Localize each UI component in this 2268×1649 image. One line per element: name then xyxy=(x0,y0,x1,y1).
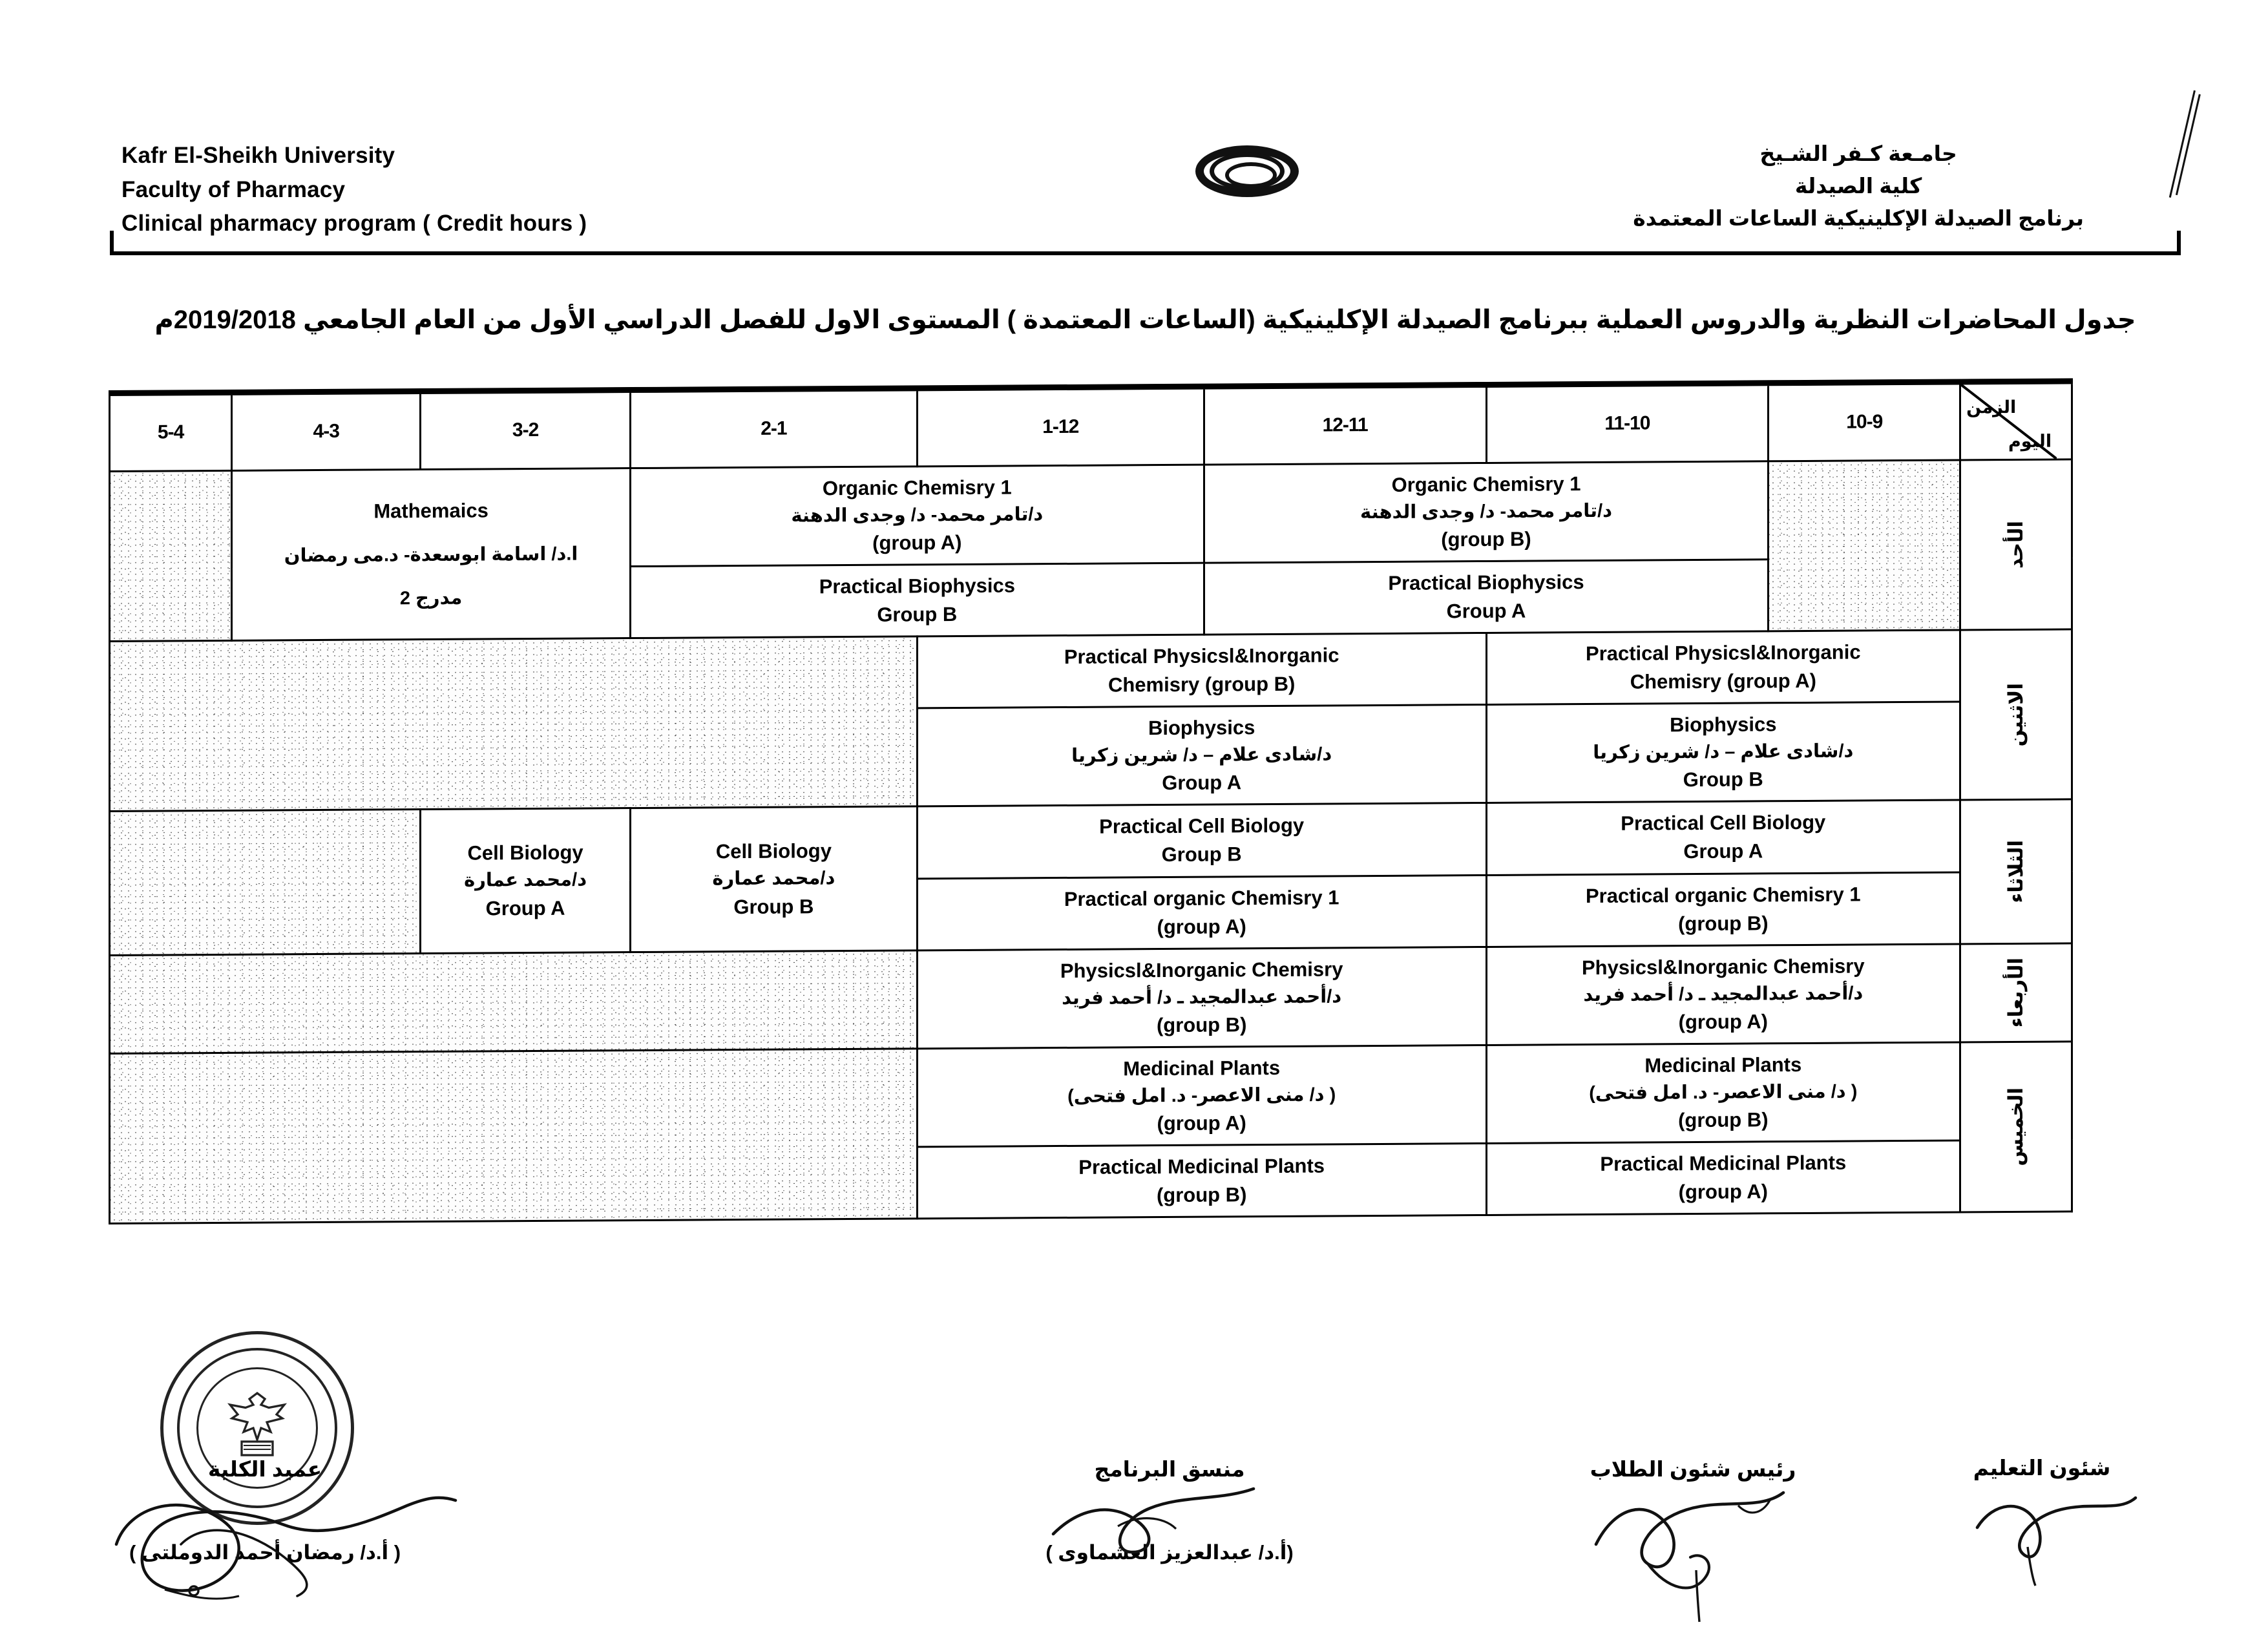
english-institution-header xyxy=(121,139,587,241)
cell-medicinal-plants-group-a xyxy=(917,1045,1486,1147)
cell-practical-physics-inorganic-group-a xyxy=(1486,630,1960,705)
course-instructor: ( د/ منى الاعصر- د. امل فتحى) xyxy=(1067,1084,1336,1107)
course-title-line1: Practical Physicsl&Inorganic xyxy=(1586,640,1861,666)
course-group: (group B) xyxy=(1156,1183,1247,1207)
university-name-ar: جامـعة كـفر الشـيخ xyxy=(1759,142,1957,165)
header-divider-line xyxy=(110,251,2181,255)
program-name-en: Clinical pharmacy program ( Credit hours ) xyxy=(121,211,587,236)
course-instructor: ا.د/ اسامة ابوسعدة- د.می رمضان xyxy=(284,543,578,567)
cell-organic-chemistry-group-a xyxy=(630,465,1204,567)
signature-role: منسق البرنامج xyxy=(1094,1457,1245,1481)
course-instructor: د/محمد عمارة xyxy=(464,869,587,892)
cell-practical-medicinal-plants-group-b xyxy=(917,1143,1486,1218)
cell-physics-inorganic-chemistry-group-a xyxy=(1486,944,1960,1045)
document-footer xyxy=(0,1447,2268,1641)
course-title-line2: Chemisry (group A) xyxy=(1630,669,1816,693)
course-title: Medicinal Plants xyxy=(1644,1053,1802,1077)
day-label-sunday xyxy=(1960,459,2072,630)
course-instructor: د/أحمد عبدالمجيد ـ د/ أحمد فريد xyxy=(1583,982,1864,1005)
program-name-ar: برنامج الصيدلة الإكلينيكية الساعات المعتمدة xyxy=(1633,206,2084,231)
table-header-row xyxy=(110,381,2072,472)
cell-practical-medicinal-plants-group-a xyxy=(1486,1140,1960,1215)
empty-cell xyxy=(110,636,918,812)
time-slot-10-9: 10-9 xyxy=(1769,382,1960,461)
course-title-line2: Chemisry (group B) xyxy=(1108,673,1296,697)
cell-biophysics-group-a xyxy=(917,705,1486,807)
corner-day-label: اليوم xyxy=(2008,431,2052,451)
table-row-wednesday xyxy=(110,943,2072,1053)
course-instructor: ( د/ منى الاعصر- د. امل فتحى) xyxy=(1589,1081,1858,1104)
course-group: Group B xyxy=(877,603,958,626)
course-title: Organic Chemisry 1 xyxy=(1391,472,1581,496)
day-name: الاثنين xyxy=(2004,682,2028,747)
table-row-monday-1 xyxy=(110,629,2072,713)
course-instructor: د/محمد عمارة xyxy=(712,868,835,890)
course-title: Cell Biology xyxy=(715,839,832,863)
course-group: (group A) xyxy=(1678,1180,1768,1204)
time-slot-5-4: 5-4 xyxy=(110,392,232,471)
page-title: جدول المحاضرات النظرية والدروس العملية ببرنامج الصيدلة الإكلينيكية (الساعات المعتمدة ) المستوى الاول للفصل الدراسي الأول من العام الجامعي 2019/2018م xyxy=(154,306,2136,334)
signature-role: رئيس شئون الطلاب xyxy=(1590,1457,1796,1481)
header-box-left-edge xyxy=(110,231,114,255)
cell-practical-organic-chemistry-group-b xyxy=(1486,872,1960,947)
university-name-en: Kafr El-Sheikh University xyxy=(121,143,395,168)
cell-practical-cell-biology-group-b xyxy=(917,803,1486,878)
day-name: الخميس xyxy=(2004,1087,2028,1166)
day-name: الأربعاء xyxy=(2004,957,2028,1028)
day-label-tuesday xyxy=(1960,799,2072,943)
course-title: Mathemaics xyxy=(373,499,488,523)
time-slot-3-2: 3-2 xyxy=(421,390,631,470)
course-instructor: د/تامر محمد- د/ وجدى الدهنة xyxy=(1360,500,1613,523)
course-group: (group B) xyxy=(1678,1108,1769,1132)
cell-practical-organic-chemistry-group-a xyxy=(917,875,1486,950)
header-box-right-edge xyxy=(2177,231,2181,255)
course-title: Organic Chemisry 1 xyxy=(822,476,1012,500)
course-group: (group B) xyxy=(1678,911,1769,935)
course-title: Practical Biophysics xyxy=(819,574,1015,598)
time-slot-11-10: 11-10 xyxy=(1486,383,1769,463)
corner-time-label: الزمن xyxy=(1966,397,2017,417)
signature-block-education-affairs xyxy=(1913,1455,2171,1540)
course-instructor: د/شادى علام – د/ شرين زكريا xyxy=(1071,744,1332,767)
course-title: Practical Medicinal Plants xyxy=(1078,1154,1325,1179)
course-title: Physicsl&Inorganic Chemisry xyxy=(1060,957,1343,982)
course-title: Medicinal Plants xyxy=(1123,1056,1281,1080)
course-title: Practical Biophysics xyxy=(1388,571,1584,595)
course-group: (group B) xyxy=(1156,1013,1247,1036)
course-group: (group A) xyxy=(1157,914,1246,938)
table-row-tuesday-1 xyxy=(110,799,2072,883)
course-group: Group A xyxy=(1162,771,1242,795)
course-instructor: د/شادى علام – د/ شرين زكريا xyxy=(1593,740,1854,764)
course-group: Group B xyxy=(1683,768,1763,792)
cell-practical-biophysics-group-b xyxy=(630,563,1204,638)
cell-practical-physics-inorganic-group-b xyxy=(917,633,1486,708)
course-group: Group B xyxy=(1161,843,1242,867)
course-instructor: د/أحمد عبدالمجيد ـ د/ أحمد فريد xyxy=(1062,985,1342,1009)
cell-practical-cell-biology-group-a xyxy=(1486,800,1960,875)
table-row-sunday-1 xyxy=(110,459,2072,570)
signature-block-students-affairs xyxy=(1538,1456,1848,1541)
course-title: Physicsl&Inorganic Chemisry xyxy=(1582,954,1865,979)
day-label-monday xyxy=(1960,629,2072,800)
signature-block-coordinator xyxy=(989,1456,1350,1564)
course-title: Practical Cell Biology xyxy=(1099,814,1305,839)
course-group: (group A) xyxy=(1678,1010,1768,1033)
faculty-name-en: Faculty of Pharmacy xyxy=(121,176,346,202)
schedule-table-wrapper xyxy=(109,390,2073,1450)
course-title: Practical organic Chemisry 1 xyxy=(1064,885,1339,910)
empty-cell xyxy=(110,470,232,641)
signature-role: شئون التعليم xyxy=(1973,1456,2111,1480)
course-title: Cell Biology xyxy=(467,841,583,865)
course-group: (group B) xyxy=(1441,527,1531,551)
signature-block-dean xyxy=(97,1456,433,1564)
time-slot-2-1: 2-1 xyxy=(630,388,917,468)
corner-header-cell xyxy=(1960,381,2072,460)
faculty-name-ar: كلية الصيدلة xyxy=(1794,174,1922,198)
course-group: (group A) xyxy=(872,531,962,554)
empty-cell xyxy=(110,1049,918,1224)
course-group: Group A xyxy=(1446,599,1526,623)
course-title: Biophysics xyxy=(1670,713,1777,737)
course-group: Group A xyxy=(1683,839,1763,863)
course-group: Group B xyxy=(733,894,814,918)
course-title: Practical organic Chemisry 1 xyxy=(1586,882,1861,907)
cell-medicinal-plants-group-b xyxy=(1486,1042,1960,1144)
empty-cell xyxy=(110,950,918,1053)
cell-practical-biophysics-group-a xyxy=(1204,560,1769,635)
day-label-thursday xyxy=(1960,1042,2072,1212)
cell-cell-biology-group-a xyxy=(421,808,631,953)
course-group: Group A xyxy=(485,896,565,920)
arabic-institution-header xyxy=(1633,138,2084,235)
course-title: Practical Medicinal Plants xyxy=(1600,1151,1847,1175)
table-row-thursday-1 xyxy=(110,1042,2072,1152)
university-seal-icon xyxy=(1195,145,1299,197)
signature-name: (أ.د/ عبدالعزيز العشماوى ) xyxy=(1045,1541,1294,1564)
cell-biophysics-group-b xyxy=(1486,702,1960,803)
course-group: (group A) xyxy=(1157,1111,1246,1135)
signature-name: ( أ.د/ رمضان أحمد الدوملتى ) xyxy=(129,1541,401,1564)
cell-physics-inorganic-chemistry-group-b xyxy=(917,947,1486,1049)
day-name: الثلاثاء xyxy=(2004,840,2028,903)
cell-cell-biology-group-b xyxy=(630,806,917,952)
empty-cell xyxy=(110,810,421,955)
time-slot-12-11: 12-11 xyxy=(1204,384,1486,465)
course-title: Practical Cell Biology xyxy=(1621,811,1826,835)
day-name: الأحد xyxy=(2004,520,2028,569)
signature-role: عميد الكلية xyxy=(207,1457,322,1481)
time-slot-4-3: 4-3 xyxy=(232,392,421,471)
cell-organic-chemistry-group-b xyxy=(1204,461,1769,563)
course-title-line1: Practical Physicsl&Inorganic xyxy=(1064,644,1339,669)
course-room: مدرج 2 xyxy=(399,587,463,609)
time-slot-1-12: 1-12 xyxy=(917,386,1204,467)
course-title: Biophysics xyxy=(1148,716,1255,740)
course-instructor: د/تامر محمد- د/ وجدى الدهنة xyxy=(791,504,1044,527)
day-label-wednesday xyxy=(1960,943,2072,1042)
schedule-table xyxy=(109,378,2073,1224)
cell-mathematics xyxy=(232,468,631,641)
empty-cell xyxy=(1769,460,1960,631)
document-header xyxy=(110,139,2181,255)
